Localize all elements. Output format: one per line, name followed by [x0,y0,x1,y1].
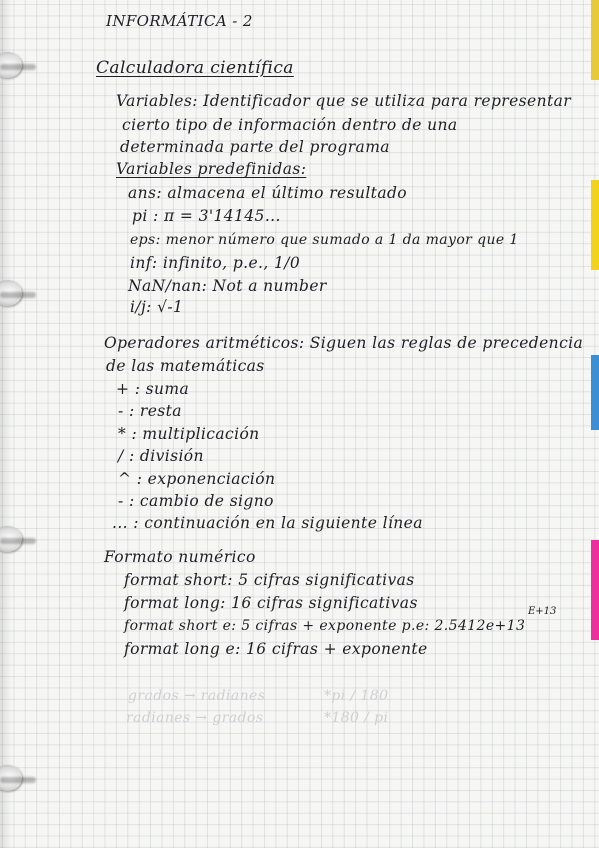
index-tab-yellow[interactable] [591,180,599,270]
list-item: * : multiplicación [118,425,260,443]
list-item: i/j: √-1 [130,298,184,316]
exponent-note: E+13 [528,606,557,617]
page-title: INFORMÁTICA - 2 [106,12,253,30]
definition-line: Variables: Identificador que se utiliza para representar [116,92,572,110]
list-item: format long: 16 cifras significativas [124,594,418,612]
list-item: eps: menor número que sumado a 1 da mayor que 1 [130,232,519,248]
binder-ring [0,777,36,783]
faint-note: *180 / pi [324,710,389,726]
list-item: / : división [118,447,204,465]
section-heading: Operadores aritméticos: Siguen las reglas de precedencia [104,334,584,352]
list-item: inf: infinito, p.e., 1/0 [130,254,301,272]
binder-ring [0,292,36,298]
index-tab-yellow[interactable] [591,0,599,80]
section-heading: Formato numérico [104,548,256,566]
list-item: format short: 5 cifras significativas [124,571,415,589]
list-item: NaN/nan: Not a number [128,277,327,295]
list-item: ans: almacena el último resultado [128,184,408,202]
list-item: ^ : exponenciación [118,470,276,488]
faint-note: radianes → grados [126,710,264,726]
page-margin-shadow [0,0,12,848]
section-heading: de las matemáticas [106,357,265,375]
list-item: + : suma [116,380,190,398]
faint-note: grados → radianes [128,688,266,704]
faint-note: *pi / 180 [324,688,389,704]
binder-ring [0,64,36,70]
list-item: format short e: 5 cifras + exponente p.e: 2.5412e+13 [124,618,526,634]
list-item: format long e: 16 cifras + exponente [124,640,428,658]
list-item: ... : continuación en la siguiente línea [112,514,423,532]
list-item: pi : π = 3'14145... [132,207,281,225]
definition-line: cierto tipo de información dentro de una [122,116,458,134]
list-item: - : resta [118,402,182,420]
definition-line: determinada parte del programa [120,138,390,156]
index-tab-pink[interactable] [591,540,599,640]
index-tab-blue[interactable] [591,355,599,430]
list-item: - : cambio de signo [118,492,274,510]
binder-ring [0,538,36,544]
section-heading: Calculadora científica [96,58,294,78]
subheading: Variables predefinidas: [116,160,307,178]
